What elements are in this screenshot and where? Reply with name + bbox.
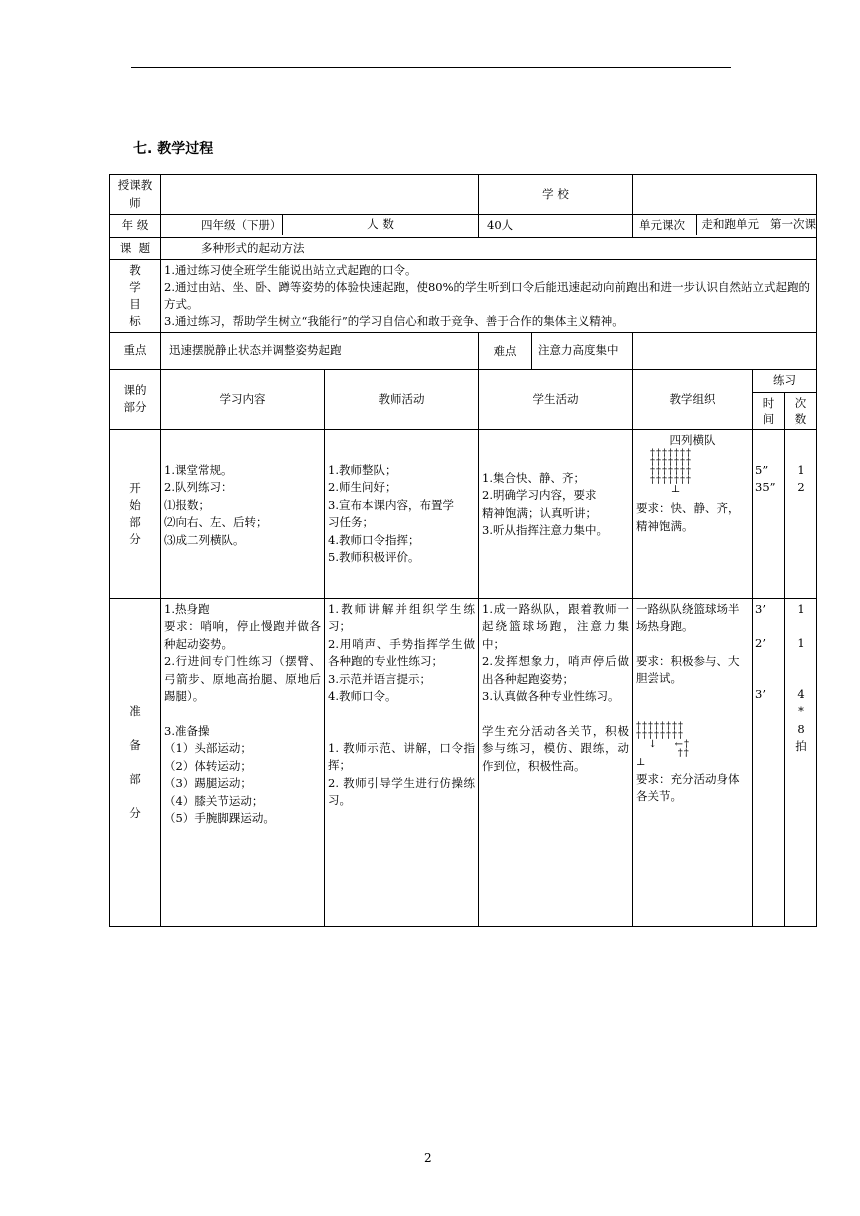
goals-text: 1.通过练习使全班学生能说出站立式起跑的口令。 2.通过由站、坐、卧、蹲等姿势的体验快速起跑，使80%的学生听到口令后能迅速起动向前跑出和进一步认识自然站立式起跑的方式。 3.通过练习，帮助学生树立“我能行”的学习自信心和敢于竞争、善于合作的集体主义精神。 [161, 260, 817, 333]
goals-label: 教 学 目 标 [110, 260, 161, 333]
prep-time-1: 3’ [755, 601, 766, 616]
prep-org-a: 一路纵队绕篮球场半场热身跑。 [636, 601, 740, 633]
start-org-note: 要求：快、静、齐，精神饱满。 [636, 501, 740, 533]
prep-student-a: 1.成一路纵队，跟着教师一起绕篮球场跑，注意力集中； 2.发挥想象力，哨声停后做出各种起跑姿势； 3.认真做各种专业性练习。 [482, 601, 629, 703]
start-org-title: 四列横队 [669, 432, 716, 447]
col-teacher: 教师活动 [325, 370, 479, 430]
key-label: 重点 [110, 333, 161, 370]
prep-teacher-a: 1.教师讲解并组织学生练习； 2.用哨声、手势指挥学生做各种跑的专业性练习； 3.示范并语言提示； 4.教师口令。 [328, 601, 475, 703]
school-label: 学 校 [479, 175, 633, 215]
topic-label: 课 题 [110, 237, 161, 260]
col-times: 次 数 [785, 392, 817, 429]
grade-label: 年 级 [110, 215, 161, 238]
prep-content-b: 3.准备操 （1）头部运动； （2）体转运动； （3）踢腿运动； （4）膝关节运动； （5）手腕脚踝运动。 [164, 723, 275, 825]
prep-times-2: 1 [797, 636, 805, 650]
prep-times-3: 4 * 8 拍 [795, 686, 807, 753]
section-title: 七. 教学过程 [133, 141, 214, 157]
teacher-value [161, 175, 479, 215]
unit-value: 走和跑单元 第一次课 [701, 217, 817, 232]
col-student: 学生活动 [479, 370, 633, 430]
col-time: 时 间 [753, 392, 785, 429]
col-part: 课的 部分 [110, 370, 161, 430]
topic-value: 多种形式的起动方法 [161, 237, 817, 260]
prep-times-1: 1 [797, 601, 805, 616]
start-content: 1.课堂常规。 2.队列练习： ⑴报数； ⑵向右、左、后转； ⑶成二列横队。 [161, 429, 325, 598]
start-teacher: 1.教师整队； 2.师生问好； 3.宣布本课内容，布置学 习任务； 4.教师口令指挥； 5.教师积极评价。 [325, 429, 479, 598]
start-times: 1 2 [785, 429, 817, 598]
part-start: 开 始 部 分 [110, 429, 161, 598]
prep-student-b: 学生充分活动各关节，积极参与练习，模仿、跟练，动作到位，积极性高。 [482, 723, 629, 773]
unit-label: 单元课次 [633, 215, 697, 235]
prep-formation-figure: †††††††† †††††††† ↓ ←† †† ⊥ [636, 720, 691, 768]
difficult-label: 难点 [479, 333, 532, 369]
prep-org-b: 要求：积极参与、大胆尝试。 [636, 653, 740, 685]
difficult-value: 注意力高度集中 [538, 343, 619, 358]
prep-org-note: 要求：充分活动身体各关节。 [636, 771, 740, 803]
start-student: 1.集合快、静、齐； 2.明确学习内容，要求 精神饱满；认真听讲； 3.听从指挥注意力集中。 [479, 429, 633, 598]
count-value: 40人 [479, 215, 633, 238]
prep-content-a: 1.热身跑 要求：哨响，停止慢跑并做各种起动姿势。 2.行进间专门性练习（摆臂、弓箭步、原地高抬腿、原地后踢腿）。 [164, 601, 321, 703]
school-value [633, 175, 817, 215]
lesson-table [109, 174, 817, 927]
teacher-label: 授课教师 [110, 175, 161, 215]
prep-time-2: 2’ [755, 636, 766, 650]
count-label: 人 数 [367, 217, 394, 232]
key-value: 迅速摆脱静止状态并调整姿势起跑 [169, 343, 342, 358]
col-content: 学习内容 [161, 370, 325, 430]
prep-time-3: 3’ [755, 686, 766, 701]
header-rule [131, 67, 731, 68]
col-practice: 练习 [753, 370, 817, 393]
prep-teacher-b: 1. 教师示范、讲解，口令指挥； 2. 教师引导学生进行仿操练习。 [328, 740, 475, 807]
page-number: 2 [424, 1151, 432, 1165]
grade-value: 四年级（下册） [161, 215, 283, 235]
start-formation-figure: ††††††† ††††††† ††††††† ††††††† ⊥ [650, 448, 692, 495]
start-time: 5” 35” [753, 429, 785, 598]
part-prep: 准 备 部 分 [110, 598, 161, 926]
col-organization: 教学组织 [633, 370, 753, 430]
